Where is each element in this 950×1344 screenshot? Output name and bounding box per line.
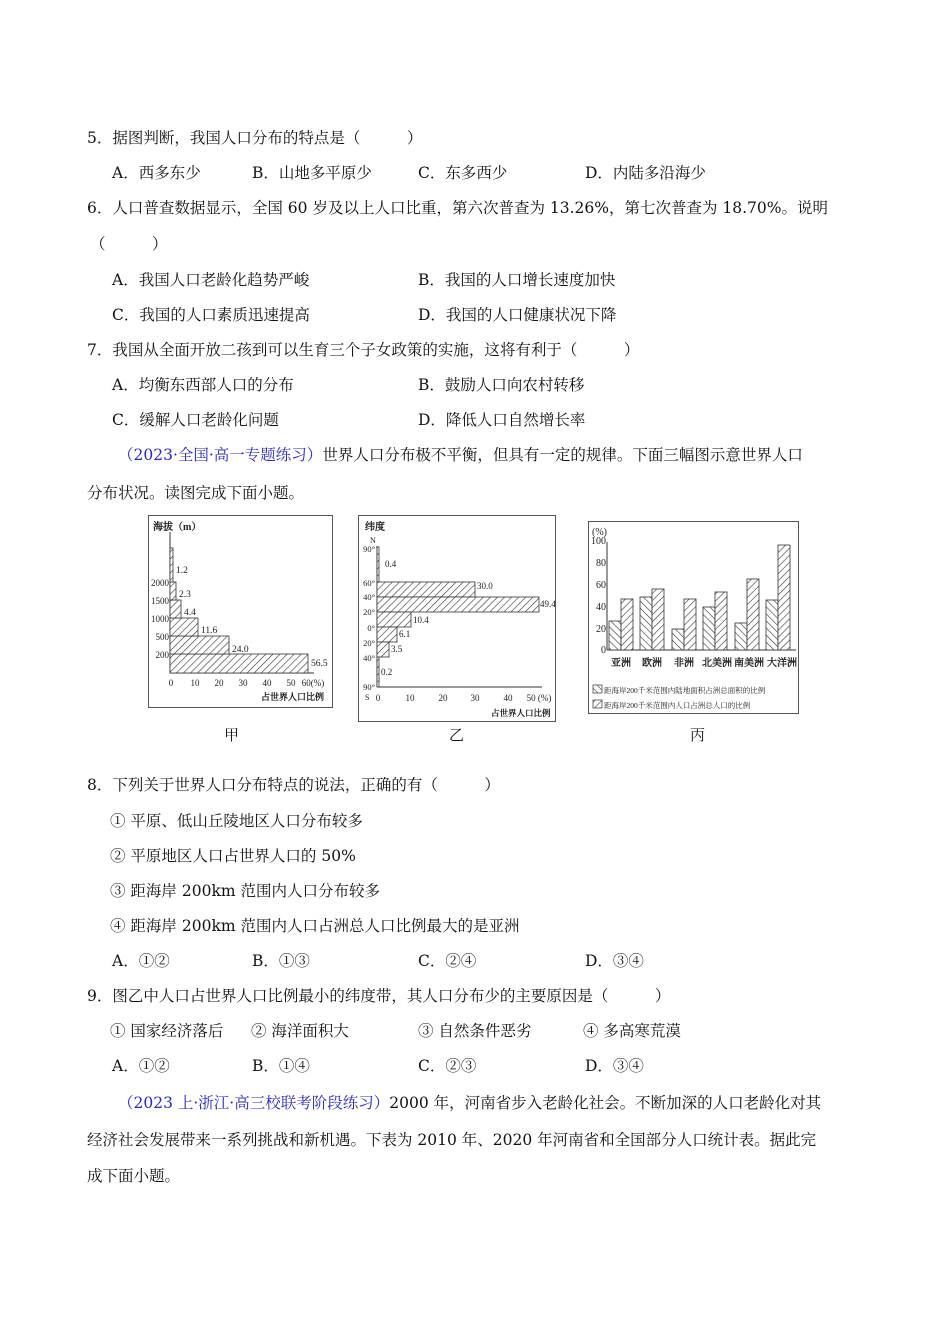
question-9-stem: 9．图乙中人口占世界人口比例最小的纬度带，其人口分布少的主要原因是（ ）: [87, 987, 671, 1005]
q9-option-c[interactable]: C．②③: [418, 1057, 477, 1075]
question-7-stem: 7．我国从全面开放二孩到可以生育三个子女政策的实施，这将有利于（ ）: [87, 341, 640, 359]
q8-option-a[interactable]: A．①②: [112, 952, 170, 970]
svg-text:40°: 40°: [363, 653, 375, 663]
svg-text:6.1: 6.1: [399, 629, 411, 639]
svg-text:49.4: 49.4: [540, 599, 555, 609]
svg-text:1500: 1500: [151, 596, 169, 606]
svg-text:0.2: 0.2: [381, 667, 393, 677]
svg-text:90°: 90°: [363, 682, 375, 692]
question-6-stem-cont: （ ）: [90, 235, 168, 253]
svg-text:距海岸200千米范围内人口占洲总人口的比例: 距海岸200千米范围内人口占洲总人口的比例: [604, 701, 751, 710]
svg-text:20°: 20°: [363, 607, 375, 617]
svg-text:100: 100: [591, 536, 606, 547]
figure-jia-elevation-chart: [148, 515, 333, 708]
q8-statement-2: ② 平原地区人口占世界人口的 50%: [110, 847, 356, 865]
q6-option-b[interactable]: B．我国的人口增长速度加快: [418, 271, 616, 289]
q5-option-a[interactable]: A．西多东少: [112, 164, 201, 182]
question-8-stem: 8．下列关于世界人口分布特点的说法，正确的有（ ）: [87, 776, 500, 794]
intro-2: [118, 1093, 821, 1113]
intro-1-cont: 分布状况。读图完成下面小题。: [87, 484, 305, 502]
svg-text:0: 0: [168, 678, 174, 688]
svg-text:60: 60: [596, 580, 606, 591]
question-5-stem: 5．据图判断，我国人口分布的特点是（ ）: [87, 129, 423, 147]
svg-text:(%): (%): [592, 527, 607, 538]
intro-2-text: 2000 年，河南省步入老龄化社会。不断加深的人口老龄化对其: [389, 1094, 822, 1112]
svg-text:0: 0: [601, 645, 606, 656]
svg-text:40: 40: [596, 602, 606, 613]
svg-text:60(%): 60(%): [301, 678, 325, 688]
caption-bing: 丙: [690, 726, 706, 744]
svg-text:2.3: 2.3: [179, 590, 191, 600]
svg-text:40: 40: [503, 693, 513, 703]
q9-option-d[interactable]: D．③④: [585, 1057, 644, 1075]
svg-text:大洋洲: 大洋洲: [767, 658, 797, 669]
q8-statement-4: ④ 距海岸 200km 范围内人口占洲总人口比例最大的是亚洲: [110, 917, 520, 935]
svg-text:0: 0: [375, 693, 381, 703]
svg-text:占世界人口比例: 占世界人口比例: [491, 708, 551, 718]
q7-option-b[interactable]: B．鼓励人口向农村转移: [418, 376, 585, 394]
intro-2-cont2: 成下面小题。: [87, 1167, 181, 1185]
question-6-stem: 6．人口普查数据显示，全国 60 岁及以上人口比重，第六次普查为 13.26%，第七次普查为 18.70%。说明: [87, 199, 828, 217]
svg-text:10.4: 10.4: [413, 615, 429, 625]
q7-option-a[interactable]: A．均衡东西部人口的分布: [112, 376, 294, 394]
svg-text:1000: 1000: [151, 614, 169, 624]
svg-text:占世界人口比例: 占世界人口比例: [261, 692, 325, 702]
svg-text:40°: 40°: [363, 592, 375, 602]
svg-text:2000: 2000: [151, 578, 169, 588]
intro-1: [118, 445, 803, 465]
q8-option-b[interactable]: B．①③: [252, 952, 310, 970]
svg-text:4.4: 4.4: [184, 608, 196, 618]
svg-text:11.6: 11.6: [201, 626, 218, 636]
svg-text:30: 30: [238, 678, 248, 688]
q7-option-c[interactable]: C．缓解人口老龄化问题: [112, 411, 279, 429]
source-tag[interactable]: （2023 上·浙江·高三校联考阶段练习）: [118, 1094, 390, 1112]
q9-option-b[interactable]: B．①④: [252, 1057, 310, 1075]
svg-text:80: 80: [596, 558, 606, 569]
q9-statement-2: ② 海洋面积大: [251, 1022, 349, 1040]
svg-text:距海岸200千米范围内陆地面积占洲总面积的比例: 距海岸200千米范围内陆地面积占洲总面积的比例: [604, 686, 766, 695]
svg-text:非洲: 非洲: [674, 658, 694, 669]
q5-option-b[interactable]: B．山地多平原少: [252, 164, 372, 182]
q9-statement-3: ③ 自然条件恶劣: [418, 1022, 532, 1040]
svg-text:10: 10: [405, 693, 415, 703]
svg-text:海拔（m）: 海拔（m）: [153, 522, 202, 533]
svg-text:60°: 60°: [363, 578, 375, 588]
svg-text:纬度: 纬度: [365, 522, 385, 533]
caption-jia: 甲: [224, 726, 240, 744]
svg-text:N: N: [370, 536, 376, 545]
q7-option-d[interactable]: D．降低人口自然增长率: [418, 411, 586, 429]
q8-option-d[interactable]: D．③④: [585, 952, 644, 970]
figure-bing-coastal-chart: [588, 521, 799, 714]
svg-text:亚洲: 亚洲: [611, 658, 631, 669]
svg-text:20: 20: [214, 678, 224, 688]
svg-text:S: S: [365, 693, 370, 702]
svg-text:40: 40: [262, 678, 272, 688]
svg-text:56.5: 56.5: [311, 659, 328, 669]
svg-text:50: 50: [286, 678, 296, 688]
q5-option-d[interactable]: D．内陆多沿海少: [585, 164, 706, 182]
svg-text:50 (%): 50 (%): [526, 693, 552, 703]
svg-text:10: 10: [190, 678, 200, 688]
q6-option-c[interactable]: C．我国的人口素质迅速提高: [112, 306, 310, 324]
q9-statement-4: ④ 多高寒荒漠: [583, 1022, 681, 1040]
svg-text:0°: 0°: [367, 623, 375, 633]
svg-text:南美洲: 南美洲: [734, 658, 764, 669]
intro-2-cont: 经济社会发展带来一系列挑战和新机遇。下表为 2010 年、2020 年河南省和全国部分人口统计表。据此完: [87, 1131, 817, 1149]
svg-text:欧洲: 欧洲: [642, 658, 662, 669]
q9-statement-1: ① 国家经济落后: [110, 1022, 224, 1040]
q6-option-d[interactable]: D．我国的人口健康状况下降: [418, 306, 617, 324]
q8-statement-1: ① 平原、低山丘陵地区人口分布较多: [110, 812, 363, 830]
q8-statement-3: ③ 距海岸 200km 范围内人口分布较多: [110, 882, 380, 900]
svg-text:1.2: 1.2: [176, 566, 188, 576]
svg-text:20°: 20°: [363, 638, 375, 648]
source-tag[interactable]: （2023·全国·高一专题练习）: [118, 446, 323, 464]
q9-option-a[interactable]: A．①②: [112, 1057, 170, 1075]
svg-text:30: 30: [470, 693, 480, 703]
caption-yi: 乙: [449, 726, 465, 744]
svg-text:0.4: 0.4: [385, 559, 397, 569]
q8-option-c[interactable]: C．②④: [418, 952, 477, 970]
q6-option-a[interactable]: A．我国人口老龄化趋势严峻: [112, 271, 310, 289]
svg-text:200: 200: [155, 650, 169, 660]
svg-text:30.0: 30.0: [477, 581, 493, 591]
svg-text:500: 500: [155, 632, 169, 642]
svg-text:20: 20: [596, 624, 606, 635]
figure-yi-latitude-chart: [358, 515, 556, 722]
svg-text:20: 20: [438, 693, 448, 703]
intro-1-text: 世界人口分布极不平衡，但具有一定的规律。下面三幅图示意世界人口: [322, 446, 803, 464]
q5-option-c[interactable]: C．东多西少: [418, 164, 508, 182]
svg-text:90°: 90°: [363, 544, 375, 554]
svg-text:北美洲: 北美洲: [702, 658, 732, 669]
svg-text:3.5: 3.5: [391, 644, 403, 654]
svg-text:24.0: 24.0: [232, 645, 249, 655]
